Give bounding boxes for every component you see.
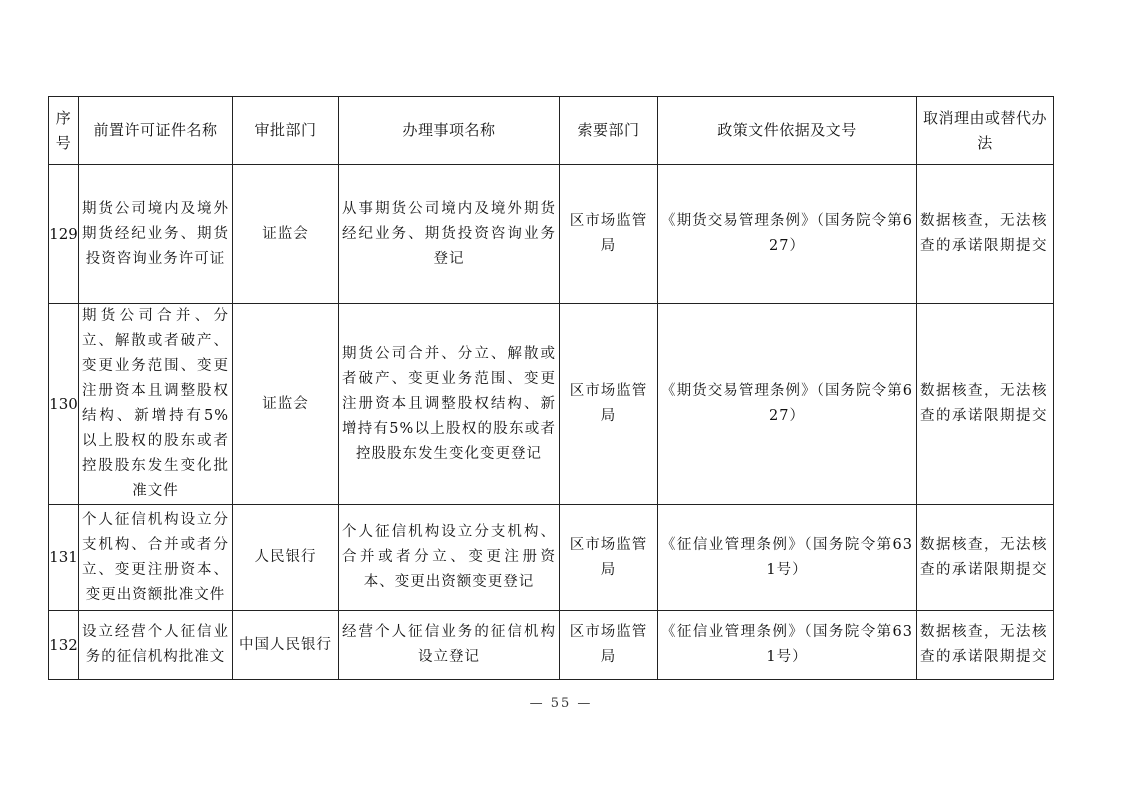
- row-item-name: 从事期货公司境内及境外期货经纪业务、期货投资咨询业务登记: [339, 165, 560, 304]
- header-item-name: 办理事项名称: [339, 97, 560, 165]
- header-requesting-dept: 索要部门: [560, 97, 658, 165]
- row-item-name: 个人征信机构设立分支机构、合并或者分立、变更注册资本、变更出资额变更登记: [339, 505, 560, 611]
- row-permit-name: 设立经营个人征信业务的征信机构批准文: [79, 611, 233, 680]
- row-permit-name: 个人征信机构设立分支机构、合并或者分立、变更注册资本、变更出资额批准文件: [79, 505, 233, 611]
- approval-table: [48, 96, 1054, 680]
- row-permit-name: 期货公司境内及境外期货经纪业务、期货投资咨询业务许可证: [79, 165, 233, 304]
- header-cancel-reason: 取消理由或替代办法: [917, 97, 1054, 165]
- row-serial: 131: [49, 505, 79, 611]
- row-requesting-dept: 区市场监管局: [560, 304, 658, 505]
- row-cancel-reason: 数据核查，无法核查的承诺限期提交: [917, 304, 1054, 505]
- table-row: [49, 304, 1054, 505]
- row-policy-basis: 《期货交易管理条例》（国务院令第627）: [658, 304, 917, 505]
- row-requesting-dept: 区市场监管局: [560, 165, 658, 304]
- row-serial: 129: [49, 165, 79, 304]
- row-item-name: 期货公司合并、分立、解散或者破产、变更业务范围、变更注册资本且调整股权结构、新增持有5%以上股权的股东或者控股股东发生变化变更登记: [339, 304, 560, 505]
- row-cancel-reason: 数据核查，无法核查的承诺限期提交: [917, 505, 1054, 611]
- header-serial: 序号: [49, 97, 79, 165]
- page-number: — 55 —: [529, 696, 593, 711]
- header-row: [49, 97, 1054, 165]
- header-permit-name: 前置许可证件名称: [79, 97, 233, 165]
- row-policy-basis: 《征信业管理条例》（国务院令第631号）: [658, 505, 917, 611]
- header-approval-dept: 审批部门: [233, 97, 339, 165]
- row-approval-dept: 证监会: [233, 165, 339, 304]
- row-approval-dept: 证监会: [233, 304, 339, 505]
- row-policy-basis: 《期货交易管理条例》（国务院令第627）: [658, 165, 917, 304]
- row-item-name: 经营个人征信业务的征信机构设立登记: [339, 611, 560, 680]
- row-cancel-reason: 数据核查，无法核查的承诺限期提交: [917, 165, 1054, 304]
- row-serial: 130: [49, 304, 79, 505]
- header-policy-basis: 政策文件依据及文号: [658, 97, 917, 165]
- row-permit-name: 期货公司合并、分立、解散或者破产、变更业务范围、变更注册资本且调整股权结构、新增持有5%以上股权的股东或者控股股东发生变化批准文件: [79, 304, 233, 505]
- row-serial: 132: [49, 611, 79, 680]
- row-requesting-dept: 区市场监管局: [560, 505, 658, 611]
- row-policy-basis: 《征信业管理条例》（国务院令第631号）: [658, 611, 917, 680]
- row-approval-dept: 人民银行: [233, 505, 339, 611]
- row-cancel-reason: 数据核查，无法核查的承诺限期提交: [917, 611, 1054, 680]
- table-row: [49, 165, 1054, 304]
- row-requesting-dept: 区市场监管局: [560, 611, 658, 680]
- table-row: [49, 611, 1054, 680]
- row-approval-dept: 中国人民银行: [233, 611, 339, 680]
- table-row: [49, 505, 1054, 611]
